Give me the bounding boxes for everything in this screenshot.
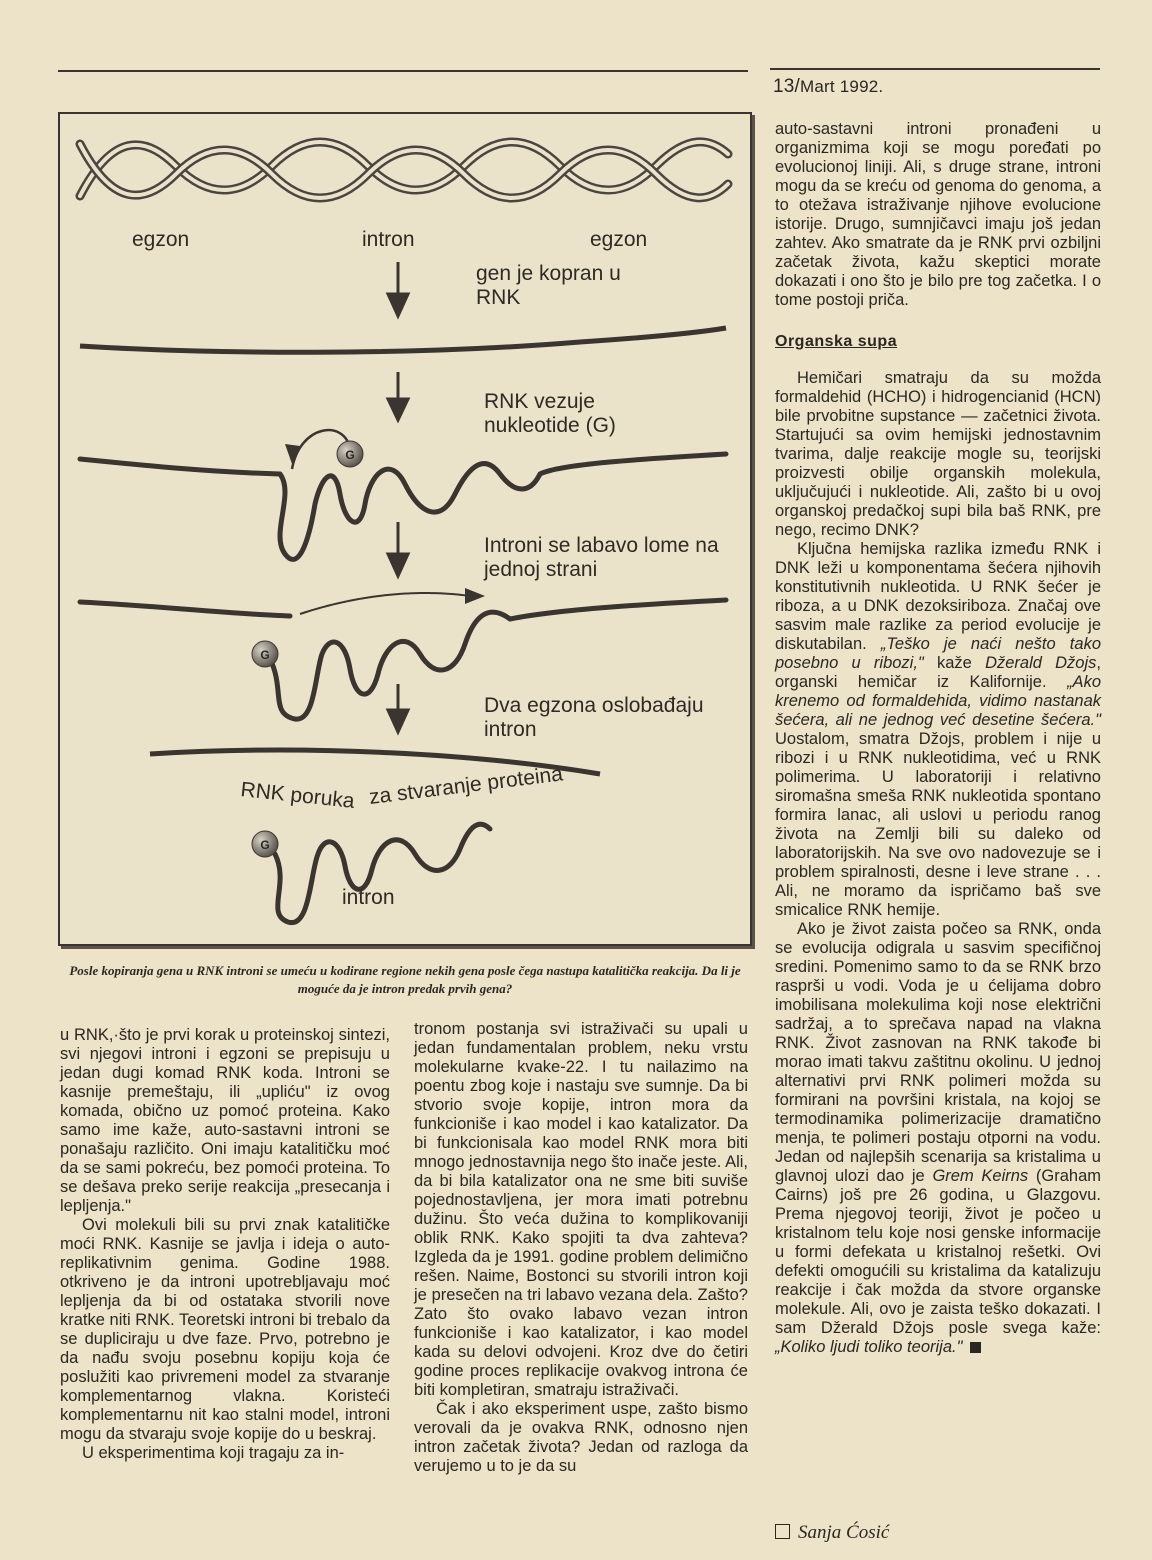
rna-strand-1 (80, 328, 726, 352)
article-column-3 (775, 120, 1101, 1357)
article-column-2 (414, 1020, 748, 1476)
issue-year: 1992. (839, 77, 884, 96)
intron-diagram (58, 112, 752, 946)
label-intron-top: intron (362, 228, 415, 251)
label-egzon-left: egzon (132, 228, 190, 251)
g-letter-2: G (260, 648, 270, 662)
top-rule-left (58, 70, 748, 72)
author-name: Sanja Ćosić (798, 1522, 890, 1543)
paragraph: auto-sastavni introni pronađeni u organizmima koji se mogu poređati po evolucionoj liniji. Ali, s druge strane, introni mogu da se kreću od genoma do genoma, a to otežava istraživanje njihove evolucione istorije. Drugo, sumnjičavci imaju još jedan zahtev. Ako smatrate da je RNK prvi ozbiljni začetak života, kažu skeptici morate dokazati i ono što je bilo pre tog začetka. I o tome postoji priča. (775, 120, 1101, 309)
curved-arrow-2 (300, 593, 470, 614)
quote: „Koliko ljudi toliko teorija." (775, 1338, 963, 1356)
page-header (773, 76, 883, 98)
label-step-1: gen je kopran u RNK (476, 262, 621, 309)
end-mark (970, 1342, 981, 1353)
paragraph: u RNK,·što je prvi korak u proteinskoj sintezi, svi njegovi introni i egzoni se prepisuju u jedan dugi komad RNK koda. Introni se kasnije premeštaju, ili „upliću" iz ovog komada, obično uz pomoć proteina. Kako samo ime kaže, auto-sastavni introni se ponašaju različito. Oni imaju katalitičku moć da se sami pokreću, bez pomoći proteina. To se dešava preko serije reakcija „presecanja i lepljenja." (60, 1026, 390, 1215)
box-icon (775, 1524, 790, 1539)
text-run: Ključna hemijska razlika između RNK i DNK leži u komponentama šećera njihovih konstitutivnih nukleotida. U RNK šećer je riboza, a u DNK dezoksiriboza. Značaj ove sasvim male razlike za period evolucije je diskutabilan. (775, 540, 1101, 653)
process-arrows (388, 262, 408, 732)
paragraph: Ovi molekuli bili su prvi znak katalitičke moći RNK. Kasnije se javlja i ideja o auto-replikativnim genima. Godine 1988. otkriveno je da introni upotrebljavaju moć lepljenja da bi od ostataka stvorili nove kratke niti RNK. Teoretski introni bi trebalo da se dupliciraju u dve faze. Prvo, potrebno je da nađu svoju posebnu kopiju koja će poslužiti kao privremeni model za stvaranje komplementarnog vlakna. Koristeći komplementarnu nit kao stalni model, introni mogu da stvaraju svoje kopije do u beskraj. (60, 1216, 390, 1443)
g-letter-3: G (260, 838, 270, 852)
paragraph (775, 920, 1101, 1357)
text-run: Uostalom, smatra Džojs, problem i nije u ribozi i u RNK nukleotidima, već u RNK polimerima. U laboratoriji i relativno siromašna smeša RNK nukleotida spontano formira lanac, ali uslovi u periodu ranog života na Zemlji bili su daleko od laboratorijskih. Na sve ovo nadovezuje se i problem spiralnosti, desne i leve strane . . . Ali, ne moramo da ispričamo baš sve smicalice RNK hemije. (775, 730, 1101, 919)
paragraph: Čak i ako eksperiment uspe, zašto bismo verovali da je ovakva RNK, odnosno njen intron začetak života? Jedan od razloga da verujemo u to je da su (414, 1400, 748, 1475)
top-rule-right (770, 68, 1100, 70)
dna-helix (80, 142, 728, 198)
quote: „Ako krenemo od formaldehida, vidimo nastanak šećera, ali ne jednog već desetine šećera." (775, 673, 1101, 729)
person-name: Džerald Džojs (985, 654, 1097, 672)
rna-message-label-a: RNK poruka (239, 778, 356, 813)
page-number: 13/ (773, 76, 801, 97)
article-column-1 (60, 1026, 390, 1463)
issue-month: Mart (800, 77, 835, 96)
section-heading: Organska supa (775, 333, 898, 350)
text-run: (Graham Cairns) još pre 26 godina, u Glazgovu. Prema njegovoj teoriji, život je počeo u kristalnom telu koje nosi genske informacije u formi defekata u kristalnoj rešetki. Ovi defekti omogućili su kristalima da katalizuju reakcije i čak možda da stvore organske molekule. Ali, ovo je zaista teško dokazati. I sam Džerald Džojs posle svega kaže: (775, 1167, 1101, 1337)
label-step-2: RNK vezuje nukleotide (G) (484, 390, 616, 437)
figure-caption: Posle kopiranja gena u RNK introni se umeću u kodirane regione nekih gena posle čega nastupa katalitička reakcija. Da li je moguće da je intron predak prvih gena? (69, 963, 741, 996)
label-step-4: Dva egzona oslobađaju intron (484, 694, 704, 741)
text-run: Ako je život zaista počeo sa RNK, onda se evolucija odigrala u sasvim specifičnoj sredini. Pomenimo samo to da se RNK brzo rasprši u vodi. Voda je u ćelijama dobro imobilisana molekulima koji nose električni sadržaj, a to sprečava napad na vlakna RNK. Život zasnovan na RNK takođe bi morao imati takvu zaštitnu okolinu. U jednoj alternativi prvi RNK polimeri možda su formirani na površini kristala, na kojoj se termodinamika polimerizacije dramatično menja, te polimeri postaju otporni na vodu. Jedan od najlepših scenarija sa kristalima u glavnoj ulozi dao je (775, 920, 1101, 1185)
text-run: kaže (923, 654, 986, 672)
g-letter-1: G (345, 448, 355, 462)
label-intron-bottom: intron (342, 886, 395, 909)
rna-message-label-b: za stvaranje proteina (367, 762, 565, 809)
paragraph: Hemičari smatraju da su možda formaldehid (HCHO) i hidrogencianid (HCN) bile prvobitne supstance — začetnici života. Startujući sa ovim hemijski jednostavnim tvarima, dalje reakcije mogle su, teorijski proizvesti obilje organskih molekula, uključujući i nukleotide. Ali, zašto bi u ovoj organskoj predačkoj supi bila baš RNK, pre nego, recimo DNK? (775, 369, 1101, 539)
label-step-3: Introni se labavo lome na jednoj strani (484, 534, 719, 581)
paragraph: tronom postanja svi istraživači su upali u jedan fundamentalan problem, neku vrstu molekularne kvake-22. I tu nailazimo na poentu zbog koje i nastaju sve sumnje. Da bi stvorio svoje kopije, intron mora da funkcioniše i kao model i kao katalizator. Da bi funkcionisala kao model RNK mora biti mnogo jednostavnija nego što inače jeste. Ali, da bi bila katalizator ona ne sme biti suviše pojednostavljena, jer mora imati potrebnu dužinu. Što veća dužina to komplikovaniji oblik RNK. Kako spojiti ta dva zahteva? Izgleda da je 1991. godine problem delimično rešen. Naime, Bostonci su stvorili intron koji je presečen na tri labavo vezana dela. Zašto? Zato što ovako labavo vezan intron funkcioniše i kao katalizator, i kao model kada su delovi odvojeni. Kroz dve do četiri godine proces replikacije ovakvog introna će biti kompletiran, smatraju istraživači. (414, 1020, 748, 1399)
paragraph (775, 540, 1101, 920)
text-run: , organski hemičar iz Kalifornije. (775, 654, 1101, 691)
author-signature (775, 1522, 889, 1544)
paragraph: U eksperimentima koji tragaju za in- (82, 1444, 345, 1462)
label-egzon-right: egzon (590, 228, 648, 251)
quote: „Teško je naći nešto tako posebno u ribozi," (775, 635, 1101, 672)
person-name: Grem Keirns (932, 1167, 1029, 1185)
